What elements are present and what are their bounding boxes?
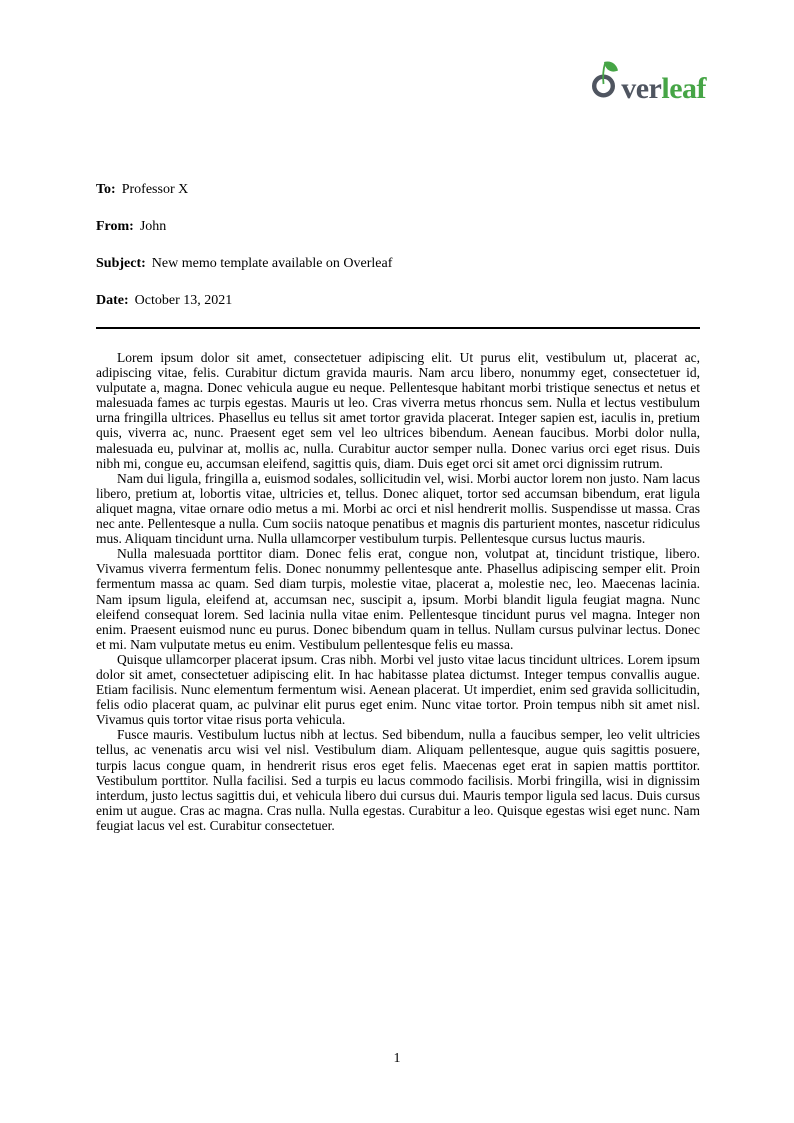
body-paragraph-5: Fusce mauris. Vestibulum luctus nibh at lectus. Sed bibendum, nulla a faucibus semper, leo velit ultricies tellus, ac venenatis arcu wisi vel nisl. Vestibulum diam. Aliquam pellentesque, augue quis sagittis posuere, turpis lacus congue quam, in hendrerit risus eros eget felis. Maecenas eget erat in sapien mattis porttitor. Vestibulum porttitor. Nulla facilisi. Sed a turpis eu lacus commodo facilisis. Morbi fringilla, wisi in dignissim interdum, justo lectus sagittis dui, et vehicula libero dui cursus dui. Mauris tempor ligula sed lacus. Duis cursus enim ut augue. Cras ac magna. Cras nulla. Nulla egestas. Curabitur a leo. Quisque egestas wisi eget nunc. Nam feugiat lacus vel est. Curabitur consectetuer. bbox=[96, 727, 700, 833]
page-number: 1 bbox=[393, 1051, 401, 1066]
memo-body bbox=[96, 350, 700, 833]
body-paragraph-2: Nam dui ligula, fringilla a, euismod sodales, sollicitudin vel, wisi. Morbi auctor lorem non justo. Nam lacus libero, pretium at, lobortis vitae, ultricies et, tellus. Donec aliquet, tortor sed accumsan bibendum, erat ligula aliquet magna, vitae ornare odio metus a mi. Morbi ac orci et nisl hendrerit mollis. Suspendisse ut massa. Cras nec ante. Pellentesque a nulla. Cum sociis natoque penatibus et magnis dis parturient montes, nascetur ridiculus mus. Aliquam tincidunt urna. Nulla ullamcorper vestibulum turpis. Pellentesque cursus luctus mauris. bbox=[96, 470, 700, 547]
memo-field-value: Professor X bbox=[121, 182, 189, 197]
logo-text-leaf: leaf bbox=[661, 72, 706, 105]
memo-field-to bbox=[96, 180, 700, 200]
memo-content bbox=[96, 180, 700, 833]
memo-field-date bbox=[96, 291, 700, 311]
memo-field-value: October 13, 2021 bbox=[134, 293, 233, 308]
body-paragraph-3: Nulla malesuada porttitor diam. Donec felis erat, congue non, volutpat at, tincidunt tristique, libero. Vivamus viverra fermentum felis. Donec nonummy pellentesque ante. Phasellus adipiscing semper elit. Proin fermentum massa ac quam. Sed diam turpis, molestie vitae, placerat a, molestie nec, leo. Maecenas lacinia. Nam ipsum ligula, eleifend at, accumsan nec, suscipit a, ipsum. Morbi blandit ligula feugiat magna. Nunc eleifend consequat lorem. Sed lacinia nulla vitae enim. Pellentesque tincidunt purus vel magna. Integer non enim. Praesent euismod nunc eu purus. Donec bibendum quam in tellus. Nullam cursus pulvinar lectus. Donec et mi. Nam vulputate metus eu enim. Vestibulum pellentesque felis eu massa. bbox=[96, 546, 700, 652]
divider-rule bbox=[96, 327, 700, 329]
memo-header bbox=[96, 180, 700, 311]
overleaf-logo bbox=[590, 60, 706, 104]
memo-field-value: John bbox=[139, 219, 167, 234]
memo-field-value: New memo template available on Overleaf bbox=[151, 256, 393, 271]
body-paragraph-4: Quisque ullamcorper placerat ipsum. Cras nibh. Morbi vel justo vitae lacus tincidunt ultrices. Lorem ipsum dolor sit amet, consectetuer adipiscing elit. In hac habitasse platea dictumst. Integer tempus convallis augue. Etiam facilisis. Nunc elementum fermentum wisi. Aenean placerat. Ut imperdiet, enim sed gravida sollicitudin, felis odio placerat quam, ac pulvinar elit purus eget enim. Nunc vitae tortor. Proin tempus nibh sit amet nisl. Vivamus quis tortor vitae risus porta vehicula. bbox=[96, 651, 700, 728]
memo-field-label: Subject: bbox=[96, 256, 146, 271]
memo-field-label: To: bbox=[96, 182, 116, 197]
overleaf-leaf-icon bbox=[590, 60, 620, 98]
memo-field-from bbox=[96, 217, 700, 237]
body-paragraph-1: Lorem ipsum dolor sit amet, consectetuer adipiscing elit. Ut purus elit, vestibulum ut, placerat ac, adipiscing vitae, felis. Curabitur dictum gravida mauris. Nam arcu libero, nonummy eget, consectetuer id, vulputate a, magna. Donec vehicula augue eu neque. Pellentesque habitant morbi tristique senectus et netus et malesuada fames ac turpis egestas. Mauris ut leo. Cras viverra metus rhoncus sem. Nulla et lectus vestibulum urna fringilla ultrices. Phasellus eu tellus sit amet tortor gravida placerat. Integer sapien est, iaculis in, pretium quis, viverra ac, nunc. Praesent eget sem vel leo ultrices bibendum. Aenean faucibus. Morbi dolor nulla, malesuada eu, pulvinar at, mollis ac, nulla. Curabitur auctor semper nulla. Donec varius orci eget risus. Duis nibh mi, congue eu, accumsan eleifend, sagittis quis, diam. Duis eget orci sit amet orci dignissim rutrum. bbox=[96, 350, 700, 471]
memo-field-subject bbox=[96, 254, 700, 274]
memo-field-label: From: bbox=[96, 219, 134, 234]
memo-field-label: Date: bbox=[96, 293, 129, 308]
logo-text-ver: ver bbox=[621, 72, 662, 105]
